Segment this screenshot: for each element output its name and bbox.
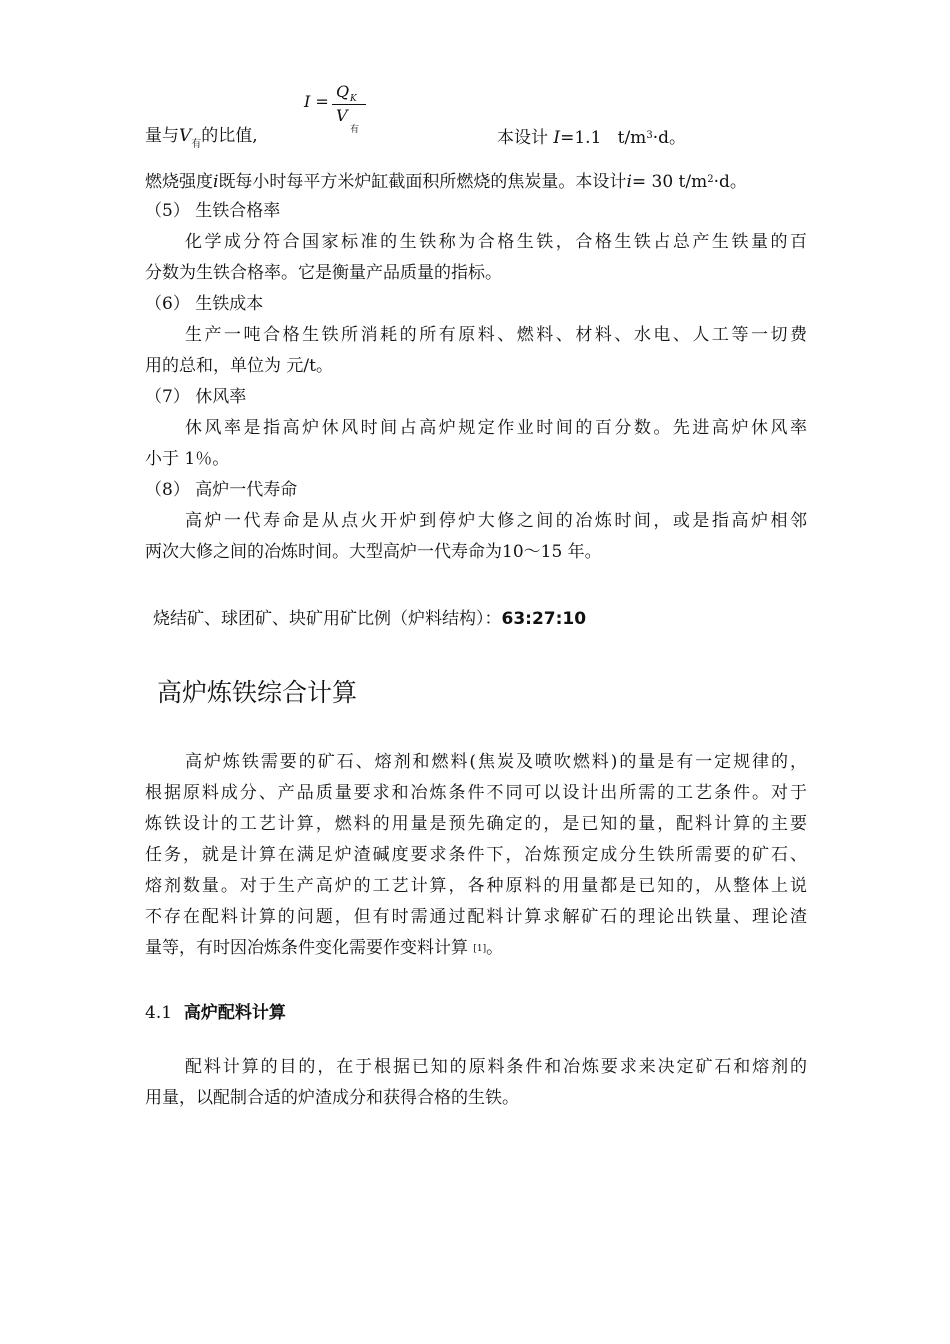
section-title: 高炉配料计算 [183, 1003, 286, 1023]
ratio-prefix: 量与 [145, 126, 179, 146]
paragraph-line: 配料计算的目的，在于根据已知的原料条件和冶炼要求来决定矿石和熔剂的 [185, 1057, 807, 1077]
citation-ref: [1] [473, 944, 487, 954]
design-intensity-line [497, 124, 686, 150]
paragraph-line: 高炉炼铁需要的矿石、熔剂和燃料(焦炭及喷吹燃料)的量是有一定规律的， [185, 752, 807, 772]
paragraph-line: 根据原料成分、产品质量要求和冶炼条件不同可以设计出所需的工艺条件。对于 [145, 783, 807, 803]
design-unit-sup: 3 [646, 130, 653, 141]
fraction-bar [332, 104, 366, 105]
formula-lhs: I = [304, 92, 329, 111]
chapter-title: 高炉炼铁综合计算 [157, 678, 358, 707]
paragraph-line: 用的总和，单位为 元/t。 [145, 356, 333, 376]
paragraph-line: 化学成分符合国家标准的生铁称为合格生铁，合格生铁占总产生铁量的百 [185, 232, 807, 252]
design-value: =1.1 [560, 128, 602, 148]
paragraph-line: 熔剂数量。对于生产高炉的工艺计算，各种原料的用量都是已知的，从整体上说 [145, 876, 807, 896]
paragraph-line: 高炉一代寿命是从点火开炉到停炉大修之间的冶炼时间，或是指高炉相邻 [185, 511, 807, 531]
formula-intensity [304, 80, 384, 140]
paragraph-line: 分数为生铁合格率。它是衡量产品质量的指标。 [145, 263, 502, 283]
paragraph-line: 不存在配料计算的问题，但有时需通过配料计算求解矿石的理论出铁量、理论渣 [145, 907, 807, 927]
design-prefix: 本设计 [497, 128, 548, 148]
section-number: 4.1 [145, 1003, 173, 1023]
paragraph-tail: 。 [486, 938, 504, 958]
design-unit: t/m [617, 128, 647, 148]
ratio-var: V [179, 126, 192, 146]
paragraph-line: 两次大修之间的冶炼时间。大型高炉一代寿命为10～15 年。 [145, 542, 602, 562]
paragraph-line: 炼铁设计的工艺计算，燃料的用量是预先确定的，是已知的量，配料计算的主要 [145, 814, 807, 834]
combustion-unit-sup: 2 [707, 174, 714, 185]
ratio-var-sub: 有 [191, 139, 202, 150]
design-var: I [553, 128, 561, 148]
ratio-suffix: 的比值, [201, 126, 258, 146]
paragraph-line: 生产一吨合格生铁所消耗的所有原料、燃料、材料、水电、人工等一切费 [185, 325, 807, 345]
formula-numerator-sub: K [350, 94, 357, 104]
design-unit-tail: ·d。 [652, 128, 686, 148]
paragraph-line: 休风率是指高炉休风时间占高炉规定作业时间的百分数。先进高炉休风率 [185, 418, 807, 438]
burden-text: 烧结矿、球团矿、块矿用矿比例（炉料结构）： [153, 609, 502, 629]
combustion-intensity-line [145, 168, 747, 194]
ratio-line [145, 124, 258, 157]
paragraph-line: 任务，就是计算在满足炉渣碱度要求条件下，冶炼预定成分生铁所需要的矿石、 [145, 845, 807, 865]
burden-structure [153, 607, 586, 631]
item-label-7: （7） 休风率 [145, 387, 247, 407]
combustion-prefix: 燃烧强度 [145, 172, 213, 192]
item-label-8: （8） 高炉一代寿命 [145, 480, 298, 500]
paragraph-line: 小于 1％。 [145, 449, 230, 469]
paragraph-line-last [145, 936, 503, 961]
formula-denominator: V [336, 106, 348, 125]
combustion-middle: 既每小时每平方米炉缸截面积所燃烧的焦炭量。本设计 [218, 172, 627, 192]
paragraph-line: 用量，以配制合适的炉渣成分和获得合格的生铁。 [145, 1088, 519, 1108]
item-label-6: （6） 生铁成本 [145, 294, 264, 314]
paragraph-text: 量等，有时因冶炼条件变化需要作变料计算 [145, 938, 468, 958]
item-label-5: （5） 生铁合格率 [145, 201, 281, 221]
combustion-var: i [213, 172, 219, 192]
combustion-design-value: = 30 t/m [631, 172, 708, 192]
formula-denominator-sub: 有 [350, 125, 360, 135]
combustion-design-var: i [626, 172, 632, 192]
combustion-unit-tail: ·d。 [713, 172, 747, 192]
burden-ratio: 63:27:10 [501, 609, 587, 629]
section-heading [145, 998, 286, 1023]
formula-numerator: Q [336, 82, 350, 101]
